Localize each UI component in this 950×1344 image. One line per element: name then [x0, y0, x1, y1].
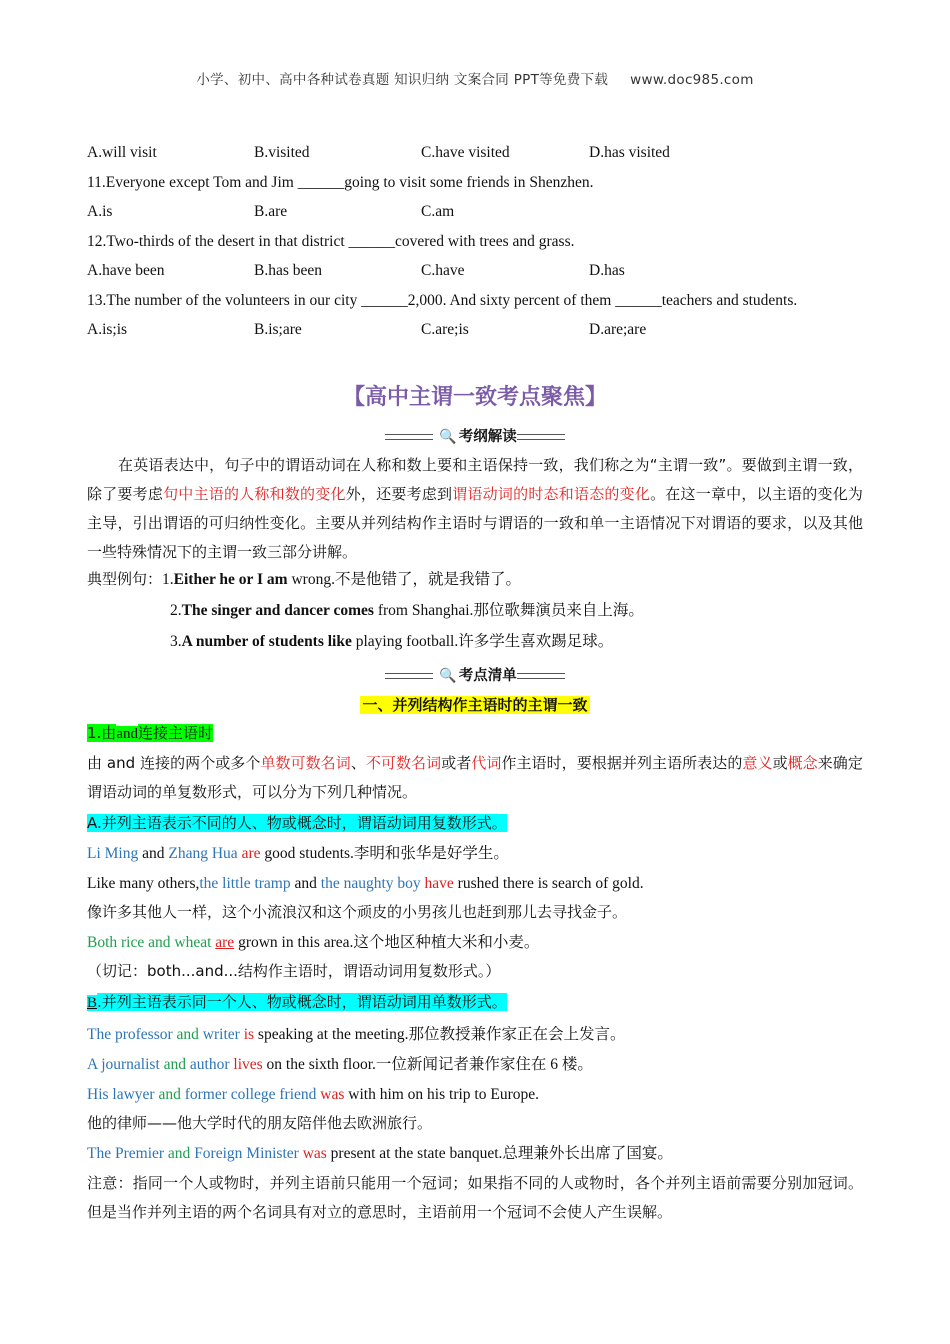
text: and — [290, 875, 321, 892]
example-bold: A number of students like — [181, 633, 352, 650]
sentence-b2 — [87, 1055, 593, 1075]
verb-text: was — [320, 1086, 345, 1103]
sentence-b3 — [87, 1085, 539, 1105]
subject-text: Both rice and wheat — [87, 934, 212, 951]
example-1 — [87, 565, 863, 594]
q12-stem: 12.Two-thirds of the desert in that district ______covered with trees and grass. — [87, 233, 575, 250]
subject-text: the little tramp — [199, 875, 291, 892]
subheading-checklist — [0, 664, 950, 685]
option: A.have been — [87, 262, 165, 279]
rule-letter: B — [87, 995, 98, 1011]
subject-text: former college friend — [184, 1086, 317, 1103]
sentence-b4 — [87, 1144, 673, 1164]
sentence-a2-translation: 像许多其他人一样，这个小流浪汉和这个顽皮的小男孩儿也赶到那儿去寻找金子。 — [87, 903, 628, 921]
subject-text: The professor — [87, 1026, 173, 1043]
header-url[interactable]: www.doc985.com — [630, 72, 754, 88]
text: 、 — [350, 754, 366, 772]
option: D.has — [589, 262, 625, 279]
text: speaking at the meeting.那位教授兼作家正在会上发言。 — [254, 1026, 626, 1043]
example-bold: The singer and dancer comes — [181, 602, 374, 619]
verb-text: are — [215, 934, 235, 951]
sentence-b3-translation: 他的律师——他大学时代的朋友陪伴他去欧洲旅行。 — [87, 1114, 433, 1132]
text: 1.由 — [87, 724, 117, 742]
text: 连接主语时 — [137, 724, 213, 742]
section-heading-text: 一、并列结构作主语时的主谓一致 — [362, 696, 588, 714]
q11-stem: 11.Everyone except Tom and Jim ______going to visit some friends in Shenzhen. — [87, 174, 594, 191]
text: 来确定谓语动词的单复数形式，可以分为下列几种情况。 — [87, 754, 863, 801]
magnifier-icon: 🔍 — [439, 429, 457, 445]
conjunction-text: and — [159, 1056, 190, 1073]
verb-text: is — [243, 1026, 255, 1043]
verb-text: are — [241, 845, 261, 862]
example-rest: wrong.不是他错了，就是我错了。 — [287, 571, 521, 588]
subject-text: Foreign Minister — [194, 1145, 299, 1162]
double-rule-right — [517, 434, 565, 440]
sentence-a3 — [87, 933, 539, 953]
option: A.is — [87, 203, 113, 220]
example-3 — [170, 627, 870, 656]
text: good students.李明和张华是好学生。 — [260, 845, 509, 862]
conjunction-text: and — [154, 1086, 185, 1103]
example-bold: Either he or I am — [173, 571, 288, 588]
example-rest: playing football.许多学生喜欢踢足球。 — [351, 633, 614, 650]
text: 作主语时，要根据并列主语所表达的 — [501, 754, 743, 772]
text: 或者 — [441, 754, 472, 772]
option: A.will visit — [87, 144, 157, 161]
text: Like many others, — [87, 875, 200, 892]
rule-b — [87, 988, 863, 1018]
text: 在英语表达中，句子中的谓语动词在人称和数上要和主语保持一致，我们称之为“主谓一致”。要做到主谓一致，除了要考虑 — [87, 456, 863, 503]
text: present at the state banquet.总理兼外长出席了国宴。 — [326, 1145, 673, 1162]
subject-text: A journalist — [87, 1056, 160, 1073]
option: A.is;is — [87, 321, 128, 338]
option: B.has been — [254, 262, 323, 279]
rule-a — [87, 809, 863, 838]
option: C.have — [421, 262, 465, 279]
sentence-a2 — [87, 874, 644, 894]
subject-text: Li Ming — [87, 845, 139, 862]
option: C.have visited — [421, 144, 510, 161]
section-heading — [0, 694, 950, 715]
subject-text: the naughty boy — [320, 875, 421, 892]
highlight-text: 意义 — [742, 754, 773, 772]
subject-text: writer — [202, 1026, 240, 1043]
text: with him on his trip to Europe. — [344, 1086, 539, 1103]
subheading-label: 考纲解读 — [458, 429, 517, 445]
sentence-a3-note: （切记：both...and...结构作主语时，谓语动词用复数形式。） — [87, 962, 501, 980]
subject-text: Zhang Hua — [168, 845, 238, 862]
verb-text: was — [302, 1145, 327, 1162]
note-paragraph: 注意：指同一个人或物时，并列主语前只能用一个冠词；如果指不同的人或物时，各个并列主语前需要分别加冠词。但是当作并列主语的两个名词具有对立的意思时，主语前用一个冠词不会使人产生误解。 — [87, 1174, 863, 1221]
text: 由 and 连接的两个或多个 — [87, 754, 261, 772]
page-header — [0, 68, 950, 88]
sentence-b1 — [87, 1025, 626, 1045]
example-2 — [170, 596, 870, 625]
option: D.are;are — [589, 321, 647, 338]
conjunction-text: and — [164, 1145, 195, 1162]
highlight-text: 谓语动词的时态和语态的变化 — [452, 485, 651, 503]
option: D.has visited — [589, 144, 670, 161]
intro-paragraph — [87, 451, 863, 567]
section-title: 【高中主谓一致考点聚焦】 — [342, 385, 607, 410]
example-number: 1. — [162, 571, 174, 588]
text: and — [138, 845, 169, 862]
point-1-heading — [87, 719, 863, 749]
point-1-description — [87, 749, 863, 807]
verb-text: lives — [233, 1056, 263, 1073]
subject-text: author — [189, 1056, 230, 1073]
rule-text: A.并列主语表示不同的人、物或概念时，谓语动词用复数形式。 — [87, 814, 507, 832]
double-rule-left — [385, 673, 433, 679]
option: C.am — [421, 203, 455, 220]
header-text: 小学、初中、高中各种试卷真题 知识归纳 文案合同 PPT等免费下载 — [196, 72, 609, 88]
text: 或 — [772, 754, 788, 772]
highlight-text: 概念 — [787, 754, 818, 772]
rule-text: .并列主语表示同一个人、物或概念时，谓语动词用单数形式。 — [97, 993, 507, 1011]
text: 。在这一章中，以主语的变化为主导，引出谓语的可归纳性变化。主要从并列结构作主语时与谓语的一致和单一主语情况下对谓语的要求，以及其他一些特殊情况下的主谓一致三部分讲解。 — [87, 485, 863, 561]
subject-text: His lawyer — [87, 1086, 155, 1103]
sentence-a1 — [87, 844, 509, 864]
text: 外，还要考虑到 — [345, 485, 453, 503]
verb-text: have — [424, 875, 454, 892]
example-number: 3. — [170, 633, 182, 650]
subject-text: The Premier — [87, 1145, 165, 1162]
conjunction-text: and — [172, 1026, 203, 1043]
examples-lead: 典型例句： — [87, 570, 163, 588]
example-number: 2. — [170, 602, 182, 619]
option: B.are — [254, 203, 288, 220]
magnifier-icon: 🔍 — [439, 668, 457, 684]
text: rushed there is search of gold. — [453, 875, 644, 892]
double-rule-right — [517, 673, 565, 679]
option: B.visited — [254, 144, 310, 161]
text: on the sixth floor.一位新闻记者兼作家住在 6 楼。 — [262, 1056, 593, 1073]
option: B.is;are — [254, 321, 302, 338]
option: C.are;is — [421, 321, 469, 338]
subheading-label: 考点清单 — [458, 668, 517, 684]
highlight-text: 代词 — [471, 754, 502, 772]
q13-stem: 13.The number of the volunteers in our city ______2,000. And sixty percent of them ______teachers and students. — [87, 292, 798, 309]
highlight-text: 不可数名词 — [365, 754, 442, 772]
example-rest: from Shanghai.那位歌舞演员来自上海。 — [373, 602, 644, 619]
highlight-text: 单数可数名词 — [260, 754, 351, 772]
double-rule-left — [385, 434, 433, 440]
text: grown in this area.这个地区种植大米和小麦。 — [234, 934, 540, 951]
subheading-syllabus — [0, 425, 950, 446]
highlight-text: 句中主语的人称和数的变化 — [163, 485, 346, 503]
text: and — [116, 726, 138, 742]
